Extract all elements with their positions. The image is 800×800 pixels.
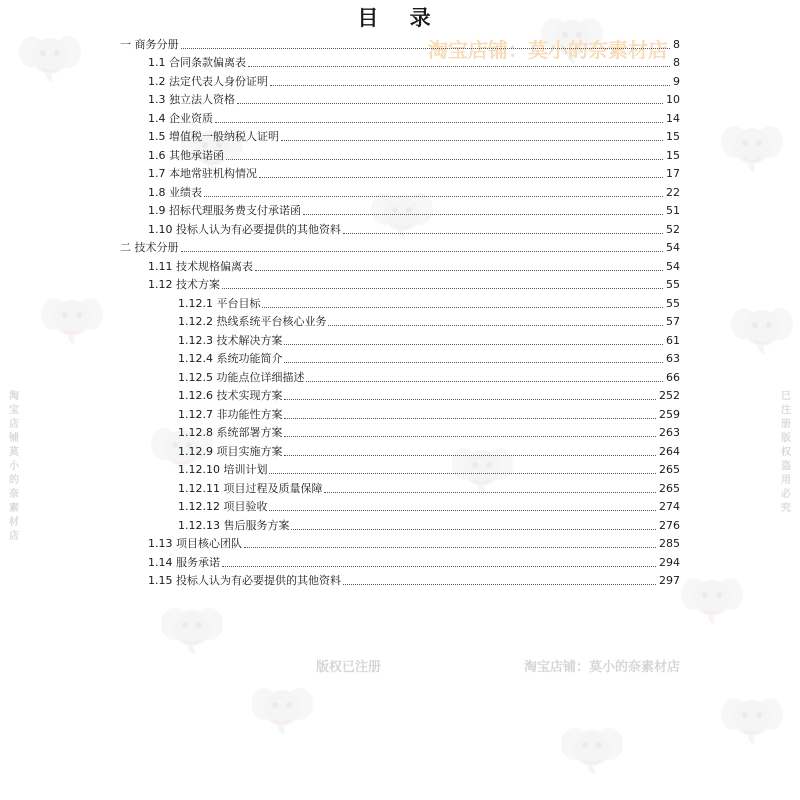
toc-entry-label: 1.6 其他承诺函 — [148, 148, 224, 162]
toc-entry[interactable] — [0, 163, 800, 182]
toc-entry[interactable] — [0, 311, 800, 330]
toc-entry-label: 1.12.3 技术解决方案 — [178, 333, 283, 347]
toc-entry-label: 1.12.8 系统部署方案 — [178, 426, 283, 439]
toc-entry-label: 1.12 技术方案 — [148, 278, 220, 291]
toc-entry-label: 1.9 招标代理服务费支付承诺函 — [148, 204, 301, 217]
toc-entry[interactable] — [0, 292, 800, 311]
watermark-shop-text: 淘宝店铺：莫小的奈素材店 — [428, 38, 668, 62]
toc-entry[interactable] — [0, 107, 800, 126]
toc-leader-dots — [215, 122, 663, 123]
toc-leader-dots — [343, 233, 663, 234]
toc-entry-label: 1.15 投标人认为有必要提供的其他资料 — [148, 574, 341, 587]
toc-entry[interactable] — [0, 422, 800, 441]
toc-entry-label: 二 技术分册 — [120, 241, 179, 254]
toc-leader-dots — [269, 510, 656, 511]
toc-entry[interactable] — [0, 181, 800, 200]
toc-entry-label: 1.12.13 售后服务方案 — [178, 518, 290, 532]
toc-entry-page: 63 — [666, 352, 680, 365]
toc-entry[interactable] — [0, 533, 800, 552]
toc-leader-dots — [259, 177, 663, 178]
toc-entry-page: 15 — [666, 130, 680, 143]
toc-entry-page: 8 — [673, 37, 680, 51]
toc-entry[interactable] — [0, 348, 800, 367]
toc-entry-label: 1.5 增值税一般纳税人证明 — [148, 130, 279, 143]
toc-entry[interactable] — [0, 237, 800, 256]
toc-entry-label: 1.1 合同条款偏离表 — [148, 56, 246, 69]
toc-entry[interactable] — [0, 329, 800, 348]
toc-entry-label: 1.12.9 项目实施方案 — [178, 444, 283, 458]
toc-entry-page: 54 — [666, 241, 680, 254]
toc-entry-label: 1.4 企业资质 — [148, 111, 213, 125]
toc-entry-label: 1.12.5 功能点位详细描述 — [178, 370, 305, 384]
toc-entry[interactable] — [0, 514, 800, 533]
toc-leader-dots — [248, 66, 670, 67]
toc-leader-dots — [204, 196, 663, 197]
toc-entry-label: 1.10 投标人认为有必要提供的其他资料 — [148, 222, 341, 236]
toc-entry-label: 1.12.6 技术实现方案 — [178, 389, 283, 402]
toc-entry-page: 9 — [673, 74, 680, 88]
toc-entry-page: 51 — [666, 204, 680, 217]
toc-leader-dots — [343, 584, 656, 585]
toc-entry[interactable] — [0, 89, 800, 108]
table-of-contents — [0, 33, 800, 588]
toc-entry-page: 55 — [666, 296, 680, 310]
toc-leader-dots — [222, 566, 656, 567]
toc-entry[interactable] — [0, 52, 800, 71]
toc-entry-page: 57 — [666, 315, 680, 328]
toc-entry[interactable] — [0, 144, 800, 163]
toc-leader-dots — [303, 214, 663, 215]
toc-entry[interactable] — [0, 403, 800, 422]
toc-leader-dots — [284, 455, 656, 456]
toc-entry-label: 一 商务分册 — [120, 37, 179, 51]
toc-entry-label: 1.12.10 培训计划 — [178, 463, 268, 476]
toc-leader-dots — [262, 307, 663, 308]
toc-entry-page: 10 — [666, 93, 680, 106]
watermark-right-vertical: 已注册版权盗用必究 — [781, 391, 791, 514]
toc-leader-dots — [181, 48, 671, 49]
toc-entry[interactable] — [0, 477, 800, 496]
toc-entry-page: 285 — [659, 537, 680, 550]
toc-leader-dots — [284, 399, 656, 400]
toc-entry-page: 274 — [659, 500, 680, 513]
toc-leader-dots — [226, 159, 663, 160]
elephant-icon — [720, 690, 784, 748]
elephant-icon — [560, 720, 624, 778]
watermark-left-vertical: 淘宝店铺莫小的奈素材店 — [9, 391, 19, 542]
toc-entry-page: 17 — [666, 167, 680, 180]
toc-entry[interactable] — [0, 218, 800, 237]
toc-entry-page: 14 — [666, 111, 680, 125]
watermark-registered-text: 版权已注册 — [316, 660, 382, 675]
toc-leader-dots — [222, 288, 663, 289]
toc-leader-dots — [284, 436, 656, 437]
toc-entry[interactable] — [0, 496, 800, 515]
toc-entry-page: 8 — [673, 56, 680, 69]
toc-entry-page: 54 — [666, 259, 680, 273]
toc-entry-label: 1.12.1 平台目标 — [178, 296, 261, 310]
toc-entry[interactable] — [0, 200, 800, 219]
toc-leader-dots — [328, 325, 663, 326]
elephant-icon — [250, 680, 314, 738]
toc-leader-dots — [270, 85, 670, 86]
toc-entry-page: 252 — [659, 389, 680, 402]
toc-entry-page: 297 — [659, 574, 680, 587]
toc-leader-dots — [291, 529, 656, 530]
toc-title: 目 录 — [357, 5, 443, 30]
toc-entry[interactable] — [0, 440, 800, 459]
toc-entry-label: 1.2 法定代表人身份证明 — [148, 74, 268, 88]
toc-entry[interactable] — [0, 570, 800, 589]
toc-entry-label: 1.12.4 系统功能简介 — [178, 352, 283, 365]
toc-entry[interactable] — [0, 551, 800, 570]
toc-entry-label: 1.11 技术规格偏离表 — [148, 259, 253, 273]
toc-entry[interactable] — [0, 126, 800, 145]
toc-entry-page: 264 — [659, 444, 680, 458]
toc-entry[interactable] — [0, 459, 800, 478]
toc-entry-label: 1.12.7 非功能性方案 — [178, 407, 283, 421]
toc-entry-page: 66 — [666, 370, 680, 384]
toc-entry-page: 294 — [659, 555, 680, 569]
toc-entry[interactable] — [0, 33, 800, 52]
toc-leader-dots — [284, 418, 656, 419]
toc-entry-page: 276 — [659, 518, 680, 532]
toc-entry-page: 15 — [666, 148, 680, 162]
toc-leader-dots — [284, 362, 663, 363]
toc-entry[interactable] — [0, 70, 800, 89]
toc-entry-page: 55 — [666, 278, 680, 291]
toc-entry[interactable] — [0, 255, 800, 274]
toc-leader-dots — [181, 251, 664, 252]
toc-entry-page: 265 — [659, 481, 680, 495]
toc-entry[interactable] — [0, 274, 800, 293]
toc-leader-dots — [237, 103, 663, 104]
toc-entry-label: 1.12.2 热线系统平台核心业务 — [178, 315, 327, 328]
toc-entry-label: 1.12.12 项目验收 — [178, 500, 268, 513]
toc-leader-dots — [255, 270, 663, 271]
toc-entry[interactable] — [0, 385, 800, 404]
toc-leader-dots — [244, 547, 656, 548]
toc-leader-dots — [284, 344, 663, 345]
toc-entry-label: 1.7 本地常驻机构情况 — [148, 167, 257, 180]
elephant-icon — [160, 600, 224, 658]
toc-leader-dots — [281, 140, 663, 141]
toc-entry-page: 61 — [666, 333, 680, 347]
toc-entry-label: 1.3 独立法人资格 — [148, 93, 235, 106]
toc-entry-page: 265 — [659, 463, 680, 476]
toc-entry-label: 1.14 服务承诺 — [148, 555, 220, 569]
toc-leader-dots — [324, 492, 656, 493]
toc-entry-label: 1.13 项目核心团队 — [148, 537, 242, 550]
toc-leader-dots — [306, 381, 663, 382]
toc-entry-page: 263 — [659, 426, 680, 439]
toc-entry-label: 1.12.11 项目过程及质量保障 — [178, 481, 323, 495]
toc-entry-page: 259 — [659, 407, 680, 421]
toc-entry-page: 22 — [666, 185, 680, 199]
toc-entry[interactable] — [0, 366, 800, 385]
watermark-shop-text-gray: 淘宝店铺：莫小的奈素材店 — [524, 660, 681, 675]
toc-entry-page: 52 — [666, 222, 680, 236]
toc-entry-label: 1.8 业绩表 — [148, 185, 202, 199]
toc-leader-dots — [269, 473, 656, 474]
